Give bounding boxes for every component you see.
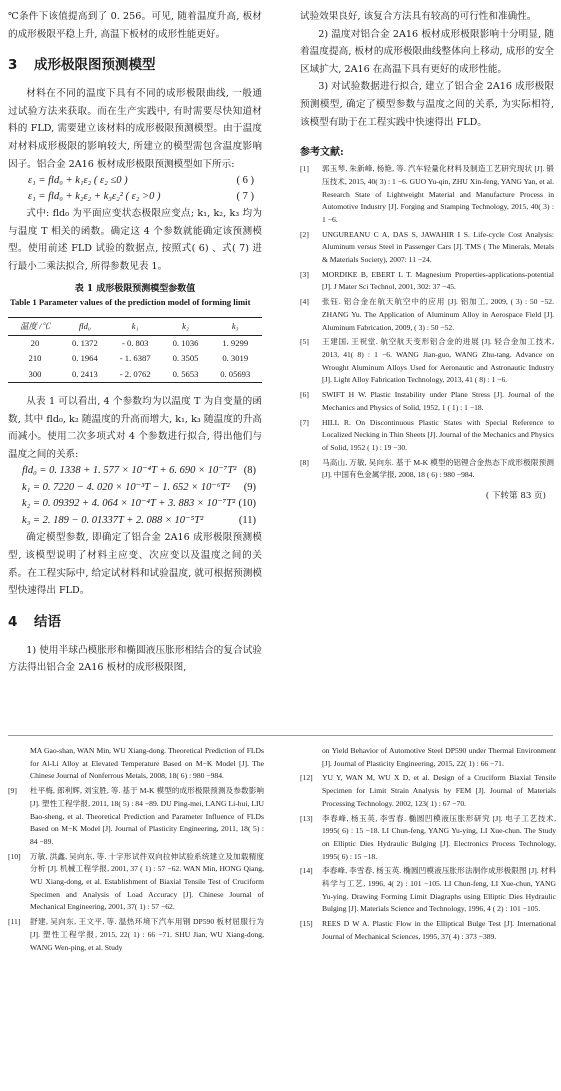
reference-item — [300, 865, 556, 916]
reference-number: [14] — [300, 866, 313, 876]
equation-9 — [8, 480, 262, 497]
table-cell: 300 — [8, 367, 62, 383]
section-title: 结语 — [34, 613, 61, 630]
reference-list — [300, 163, 554, 482]
section-4-heading — [8, 614, 262, 630]
table-header-cell: k₃ — [208, 317, 262, 335]
equation-8 — [8, 463, 262, 480]
reference-text: SWIFT H W. Plastic Instability under Plane Stress [J]. Journal of the Mechanics and Physics of Solid, 1952, 1 ( 1) : 1 −18. — [322, 390, 554, 412]
table-cell: 0. 2413 — [62, 367, 108, 383]
equation-6 — [8, 173, 262, 189]
table-cell: - 0. 803 — [121, 337, 149, 348]
reference-item — [8, 851, 264, 915]
reference-number: [5] — [300, 337, 309, 347]
equation-number: (9) — [243, 481, 256, 493]
paragraph: 从表 1 可以看出, 4 个参数均为以温度 T 为自变量的函数, 其中 fld₀, k₂ 随温度的升高而增大, k₁, k₃ 随温度的升高而减小。使用二次多项式对 4 个参数进行拟合, 得出他们与温度之间的关系: — [8, 396, 262, 460]
reference-number: [6] — [300, 390, 309, 400]
equation-number: (10) — [238, 498, 256, 510]
section-title: 成形极限图预测模型 — [34, 57, 156, 74]
table-cell: 0. 3505 — [172, 353, 199, 364]
reference-item — [300, 745, 556, 770]
reference-text: 舒建, 吴向东, 王文平, 等. 温热环境下汽车用钢 DP590 板材屈服行为 [J]. 塑性工程学报, 2015, 22( 1) : 66 −71. SHU Jian, WU Xiang-dong, WANG Wen-ping, et al. Study — [30, 917, 264, 952]
reference-text: 马高山, 万敏, 吴向东. 基于 M-K 模型的铝锂合金热态下成形极限预测 [J]. 中国有色金属学报, 2008, 18 ( 6) : 980 −984. — [322, 457, 554, 480]
reference-item — [8, 785, 264, 849]
reference-item — [8, 745, 264, 783]
reference-item — [300, 417, 554, 455]
reference-number: [4] — [300, 297, 309, 307]
reference-text: HILL R. On Discontinuous Plastic States with Special Reference to Localized Necking in Thin Sheets [J]. Journal of the Mechanics and Physics of Solid, 1952 ( 1) : 19 −30. — [322, 417, 554, 452]
reference-number: [10] — [8, 851, 21, 861]
bottom-right-references — [300, 745, 556, 946]
table-cell: 0. 1036 — [172, 337, 199, 348]
table-caption-english: Table 1 Parameter values of the prediction model of forming limit — [10, 296, 251, 307]
equation-number: ( 7 ) — [236, 191, 254, 203]
reference-number: [3] — [300, 269, 309, 279]
reference-text: 李春峰, 杨玉英, 李雪春. 椭圆凹模液压胀形研究 [J]. 电子工艺技术, 1995( 6) : 15 −18. LI Chun-feng, YANG Yu-ying, LI Xue-chun. The Study on Elliptic Dies Hydraulic Bulging [J]. Electronics Process Technology, 1995( 6) : 15 −18. — [322, 813, 556, 861]
reference-text: MORDIKE B, EBERT L T. Magnesium Properties-applications-potential [J]. J Mater Sci Technol, 2001, 302: 37 −45. — [322, 269, 554, 292]
table-cell: 0. 05693 — [208, 367, 262, 383]
equation-number: (8) — [243, 465, 256, 477]
right-column — [300, 8, 554, 506]
paragraph: 2) 温度对铝合金 2A16 板材成形极限影响十分明显, 随着温度提高, 板材的成形极限曲线整体向上移动, 成形的安全区域扩大, 2A16 在高温下具有更好的成形性能。 — [300, 28, 554, 75]
reference-item — [300, 813, 556, 864]
equation-expression: ε₁ = fld₀ + k₂ε₂ + k₃ε₂² ( ε₂ >0 ) — [28, 191, 161, 203]
reference-number: [15] — [300, 919, 313, 929]
table-cell: - 2. 0762 — [108, 367, 163, 383]
section-number: 4 — [8, 613, 18, 630]
paragraph: 1) 使用半球凸模胀形和椭圆液压胀形相结合的复合试验方法得出铝合金 2A16 板材的成形极限图, — [8, 644, 262, 674]
table-header-row — [8, 317, 262, 335]
reference-item — [300, 389, 554, 414]
paragraph: 式中: fld₀ 为平面应变状态极限应变点; k₁, k₂, k₃ 均为与温度 T 相关的函数。确定这 4 个参数就能确定该预测模型。使用前述 FLD 试验的数据点, 按照式( 6) 、式( 7) 进行最小二乘法拟合, 所得参数见表 1。 — [8, 208, 262, 272]
reference-number — [8, 745, 30, 783]
reference-text: MA Gao-shan, WAN Min, WU Xiang-dong. Theoretical Prediction of FLDs for Al-Li Alloy at Elevated Temperature Based on M−K Model [J]. The Chinese Journal of Nonferrous Metals, 2008, 18( 6) : 980 −984. — [30, 746, 264, 781]
table-header-cell: k₁ — [108, 317, 163, 335]
reference-text: UNGUREANU C A, DAS S, JAWAHIR I S. Life-cycle Cost Analysis: Aluminum versus Steel in Passenger Cars [J]. TMS ( The Minerals, Metals & Materials Society), 2007: 11 −24. — [322, 229, 554, 265]
table-header-cell: 温度 /℃ — [8, 317, 62, 335]
continued-note: ( 下转第 83 页) — [485, 491, 546, 502]
intro-paragraph: ℃条件下该值提高到了 0. 256。可见, 随着温度升高, 板材的成形极限平稳上升, 高温下板材的成形性能更好。 — [8, 11, 262, 40]
table-cell: 210 — [28, 353, 42, 364]
reference-text: 张钰. 铝合金在航天航空中的应用 [J]. 铝加工, 2009, ( 3) : 50 −52. ZHANG Yu. The Application of Aluminum Alloy in Aerospace Field [J]. Aluminum Fabrication, 2009, ( 3) : 50 −52. — [322, 297, 554, 332]
table-cell: 0. 3019 — [222, 353, 249, 364]
equation-10 — [8, 496, 262, 513]
reference-number: [13] — [300, 813, 313, 823]
table-row — [8, 351, 262, 367]
table-caption: 表 1 成形极限预测模型参数值 — [74, 283, 196, 294]
equation-expression: k₁ = 0. 7220 − 4. 020 × 10⁻³T − 1. 652 × 10⁻⁶T² — [22, 481, 230, 493]
reference-item — [300, 296, 554, 334]
reference-number: [1] — [300, 164, 309, 174]
reference-item — [300, 336, 554, 387]
reference-item — [300, 269, 554, 294]
reference-item — [300, 918, 556, 943]
table-row — [8, 335, 262, 351]
left-column — [8, 8, 262, 677]
reference-item — [300, 772, 556, 810]
paragraph: 3) 对试验数据进行拟合, 建立了铝合金 2A16 成形极限预测模型, 确定了模型参数与温度之间的关系, 为实际相符, 该模型有助于在工程实践中快速得出 FLD。 — [300, 81, 554, 128]
bottom-left-references — [8, 745, 264, 956]
table-header-cell: k₂ — [163, 317, 209, 335]
reference-text: 万敏, 洪鑫, 吴向东, 等. 十字形试件双向拉伸试验系统建立及加载精度分析 [J]. 机械工程学报, 2001, 37 ( 1) : 57 −62. WAN Min, HONG Qiang, WU Xiang-dong, et al. Establishment of Biaxial Tensile Test of Cruciform Specimen and Analysis of Load Accuracy [J]. Chinese Journal of Mechanical Engineering, 2001, 37( 1) : 57 −62. — [30, 851, 264, 912]
section-3-heading — [8, 57, 262, 73]
reference-item — [8, 916, 264, 954]
reference-number: [11] — [8, 917, 21, 927]
reference-number: [2] — [300, 229, 309, 239]
reference-text: 王建国, 王祝堂. 航空航天变形铝合金的进展 [J]. 轻合金加工技术, 2013, 41( 8) : 1 −6. WANG Jian-guo, WANG Zhu-tang. Advance on Wrought Aluminum Alloys Used for Aeronautic and Astronautic Industry [J]. Light Alloy Fabrication Technology, 2013, 41 ( 8) : 1 −6. — [322, 337, 554, 385]
parameter-table — [8, 317, 262, 384]
equation-expression: ε₁ = fld₀ + k₁ε₂ ( ε₂ ≤0 ) — [28, 175, 128, 187]
table-cell: 0. 5653 — [163, 367, 209, 383]
equation-11 — [8, 513, 262, 530]
reference-number: [9] — [8, 786, 17, 796]
equation-expression: k₂ = 0. 09392 + 4. 064 × 10⁻⁴T + 3. 883 × 10⁻⁷T² — [22, 498, 236, 510]
references-title: 参考文献: — [300, 147, 344, 159]
reference-item — [300, 163, 554, 227]
page-divider — [8, 735, 553, 736]
reference-text: 郭玉琴, 朱新峰, 杨艳, 等. 汽车轻量化材料及制造工艺研究现状 [J]. 锻压技术, 2015, 40( 3) : 1 −6. GUO Yu-qin, ZHU Xin-feng, YANG Yan, et al. Research State of Lightweight Material and Manufacture Process in Automotive Industry [J]. Forging and Stamping Technology, 2015, 40( 3) : 1 −6. — [322, 164, 554, 224]
paragraph: 确定模型参数, 即确定了铝合金 2A16 成形极限预测模型, 该模型说明了材料主应变、次应变以及温度之间的关系。在工程实际中, 给定试材料和试验温度, 就可根据预测模型快速得出 FLD。 — [8, 532, 262, 597]
reference-number: [7] — [300, 417, 309, 427]
reference-text: on Yield Behavior of Automotive Steel DP590 under Thermal Environment [J]. Journal of Plasticity Engineering, 2015, 22( 1) : 66 −71. — [322, 746, 556, 768]
reference-item — [300, 229, 554, 267]
reference-text: YU Y, WAN M, WU X D, et al. Design of a Cruciform Biaxial Tensile Specimen for Limit Strain Analysis by FEM [J]. Journal of Materials Processing Technology. 2002, 123( 1) : 67 −70. — [322, 773, 556, 808]
equation-expression: k₃ = 2. 189 − 0. 01337T + 2. 088 × 10⁻⁵T² — [22, 514, 204, 526]
reference-text: REES D W A. Plastic Flow in the Elliptical Bulge Test [J]. International Journal of Mechanical Sciences, 1995, 37( 4) : 373 −389. — [322, 919, 556, 941]
paragraph: 试验效果良好, 该复合方法具有较高的可行性和准确性。 — [300, 11, 537, 22]
table-cell: 1. 9299 — [222, 337, 249, 348]
equation-number: ( 6 ) — [236, 175, 254, 187]
equation-7 — [8, 189, 262, 205]
reference-text: 李春峰, 李雪春, 杨玉英. 椭圆凹模液压胀形法制作成形极限图 [J]. 材料科学与工艺, 1996, 4( 2) : 101 −105. LI Chun-feng, LI Xue-chun, YANG Yu-ying. Drawing Forming Limit Diagraphs using Elliptic Dies Hydraulic Bulging [J]. Materials Science and Technology, 1996, 4 ( 2) : 101 −105. — [322, 866, 556, 914]
reference-number: [8] — [300, 457, 309, 467]
equation-number: (11) — [238, 514, 256, 526]
table-row — [8, 367, 262, 383]
table-cell: 0. 1964 — [71, 353, 98, 364]
table-cell: 20 — [30, 337, 40, 348]
reference-number — [300, 745, 322, 770]
reference-item — [300, 457, 554, 482]
table-header-cell: fld₀ — [62, 317, 108, 335]
reference-text: 杜平梅, 郎利辉, 刘宝胜, 等. 基于 M-K 模型的成形极限预测及参数影响 [J]. 塑性工程学报, 2011, 18( 5) : 84 −89. DU Ping-mei, LANG Li-hui, LIU Bao-sheng, et al. Theoretical Prediction and Parameter Influence of FLDs Based on M−K Model [J]. Journal of Plasticity Engineering, 2011, 18( 5) : 84 −89. — [30, 786, 264, 846]
table-cell: 0. 1372 — [71, 337, 98, 348]
paragraph: 材料在不同的温度下具有不同的成形极限曲线, 一般通过试验方法来获取。而在生产实践中, 有时需要尽快知道材料的 FLD, 需要建立该材料的成形极限预测模型。由于温度对材料成形极限的影响较大, 所建立的模型需包含温度影响因子。铝合金 2A16 板材成形极限预测模型如下所示: — [8, 88, 262, 170]
section-number: 3 — [8, 57, 18, 74]
equation-expression: fld₀ = 0. 1338 + 1. 577 × 10⁻⁴T + 6. 690 × 10⁻⁷T² — [22, 465, 237, 477]
table-cell: - 1. 6387 — [119, 353, 151, 364]
reference-number: [12] — [300, 773, 313, 783]
